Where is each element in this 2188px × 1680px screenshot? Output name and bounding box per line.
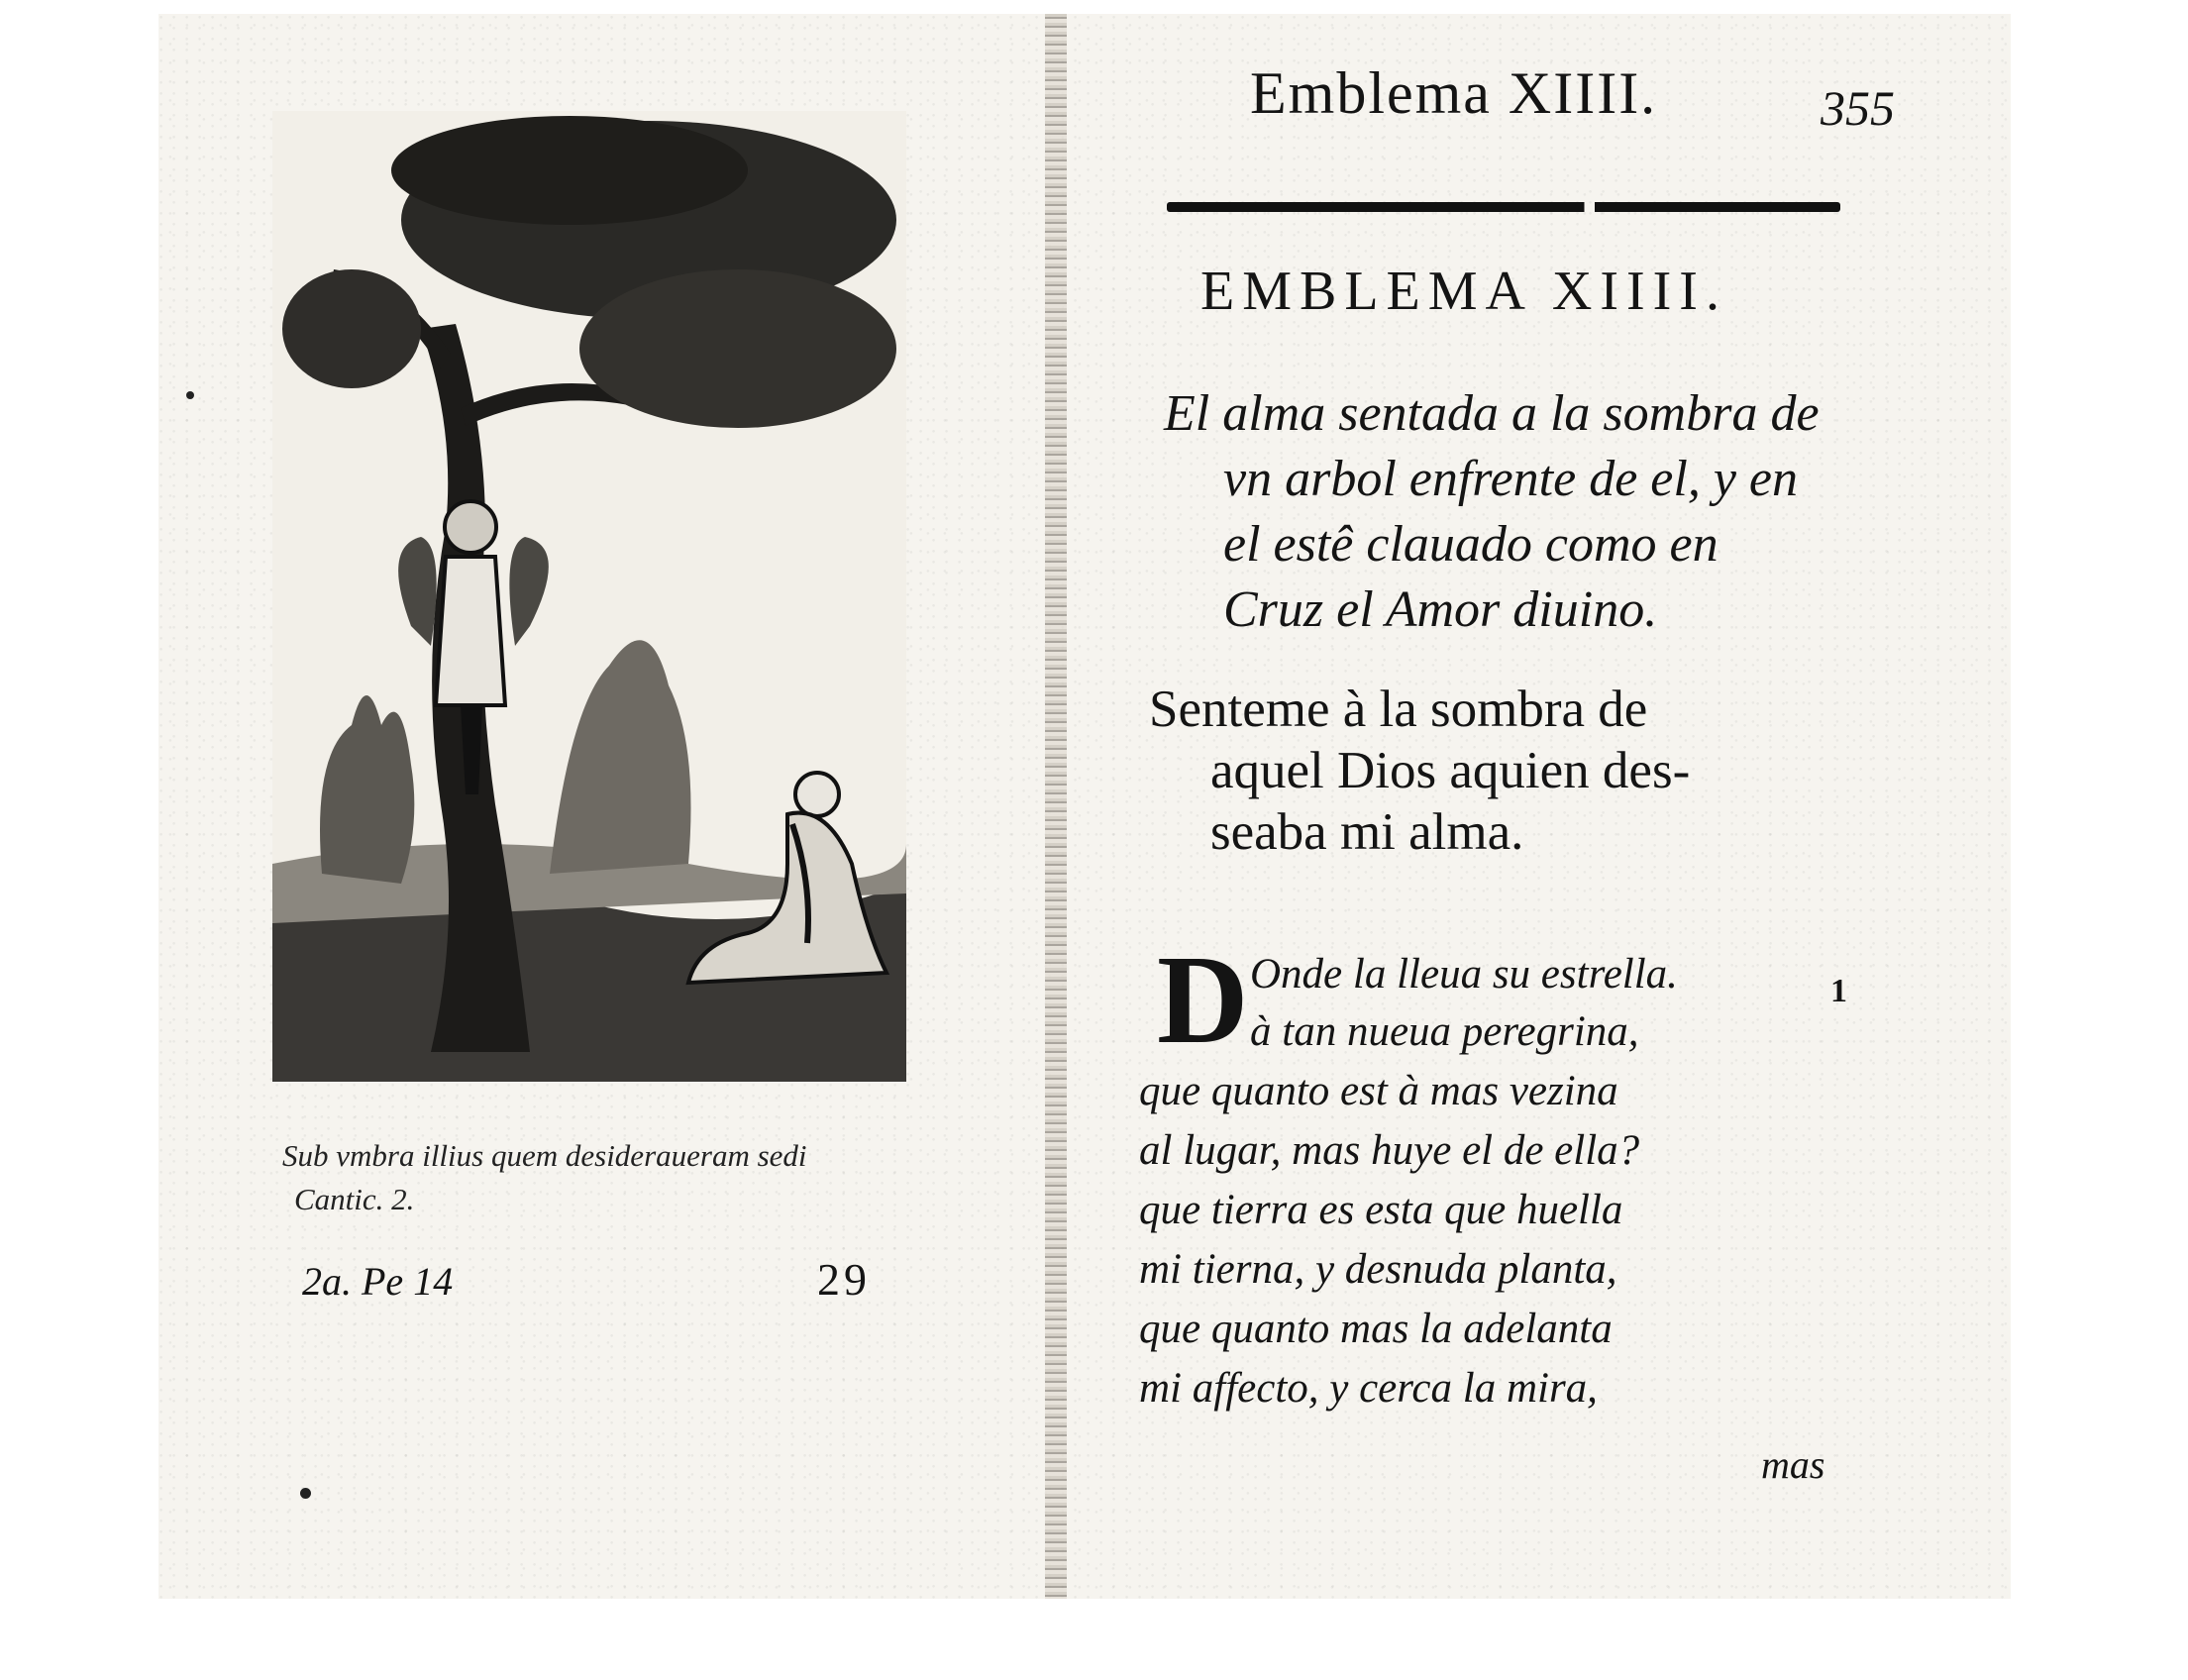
caption-line: Sub vmbra illius quem desideraueram sedi bbox=[282, 1138, 807, 1173]
verse-line: que quanto mas la adelanta bbox=[1139, 1306, 1613, 1352]
signature-mark: 2a. Pe 14 bbox=[302, 1259, 454, 1304]
heading-line: el estê clauado como en bbox=[1223, 516, 1719, 573]
margin-dot bbox=[300, 1488, 311, 1499]
engraving-illustration bbox=[272, 111, 906, 1082]
verse-line: Onde la lleua su estrella. bbox=[1250, 951, 1678, 998]
verse-line: que tierra es esta que huella bbox=[1139, 1187, 1623, 1233]
plate-caption bbox=[282, 1134, 916, 1221]
verse-line: à tan nueua peregrina, bbox=[1250, 1008, 1639, 1055]
motto-line: Senteme à la sombra de bbox=[1149, 681, 1648, 738]
emblem-heading bbox=[1164, 381, 1877, 643]
heading-line: El alma sentada a la sombra de bbox=[1164, 385, 1820, 442]
heading-line: Cruz el Amor diuino. bbox=[1223, 581, 1658, 638]
stanza-number: 1 bbox=[1830, 973, 1847, 1009]
emblem-engraving bbox=[272, 111, 906, 1082]
emblem-motto bbox=[1149, 679, 1872, 863]
verse-line: que quanto est à mas vezina bbox=[1139, 1068, 1618, 1114]
caption-line: Cantic. 2. bbox=[294, 1182, 415, 1216]
motto-line: seaba mi alma. bbox=[1210, 803, 1524, 861]
catchword: mas bbox=[1761, 1442, 1825, 1487]
header-rule bbox=[1167, 202, 1840, 212]
page-number: 355 bbox=[1821, 80, 1895, 136]
verse-line: mi affecto, y cerca la mira, bbox=[1139, 1365, 1598, 1412]
motto-line: aquel Dios aquien des- bbox=[1210, 742, 1691, 799]
drop-cap: D bbox=[1157, 929, 1249, 1070]
left-folio-number: 29 bbox=[817, 1254, 871, 1305]
gutter bbox=[1045, 14, 1067, 1599]
heading-line: vn arbol enfrente de el, y en bbox=[1223, 451, 1798, 507]
margin-dot bbox=[186, 391, 194, 399]
verse-line: mi tierna, y desnuda planta, bbox=[1139, 1246, 1617, 1293]
emblem-title: EMBLEMA XIIII. bbox=[1200, 261, 1727, 322]
verse-line: al lugar, mas huye el de ella? bbox=[1139, 1127, 1640, 1174]
running-title: Emblema XIIII. bbox=[1250, 60, 1658, 126]
